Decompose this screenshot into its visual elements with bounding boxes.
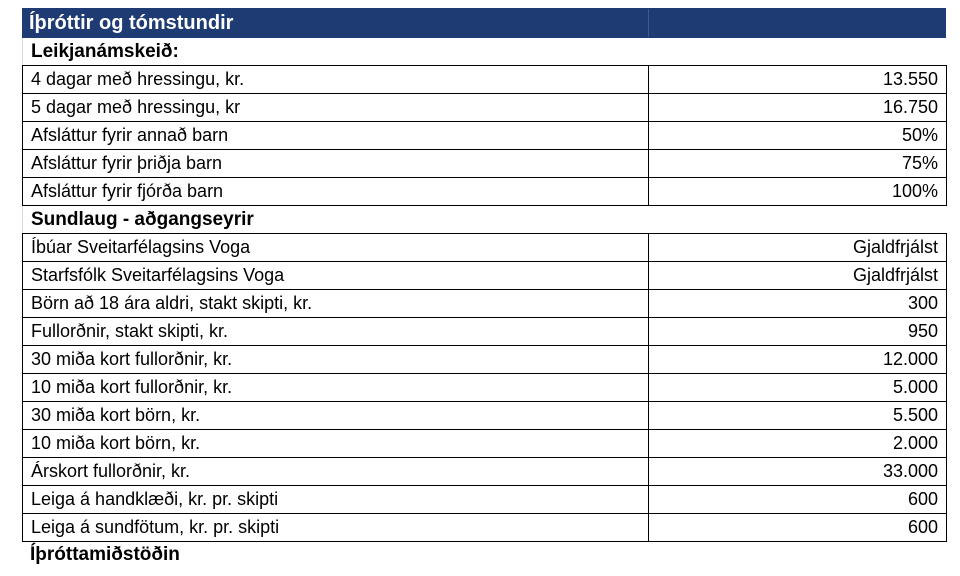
row-label: 5 dagar með hressingu, kr [23,94,649,122]
row-label: Börn að 18 ára aldri, stakt skipti, kr. [23,290,649,318]
table-row [23,66,947,94]
table-row [23,94,947,122]
row-value: 600 [649,514,947,542]
row-value: 100% [649,178,947,206]
table-row [23,178,947,206]
fee-sheet [22,8,946,565]
table-row [23,262,947,290]
row-value: 2.000 [649,430,947,458]
row-value: Gjaldfrjálst [649,262,947,290]
row-label: 10 miða kort börn, kr. [23,430,649,458]
table-row [23,290,947,318]
row-value: 5.000 [649,374,947,402]
row-value: 33.000 [649,458,947,486]
row-label: Fullorðnir, stakt skipti, kr. [23,318,649,346]
row-label: Árskort fullorðnir, kr. [23,458,649,486]
row-label: 4 dagar með hressingu, kr. [23,66,649,94]
table-row [23,402,947,430]
row-label: 30 miða kort börn, kr. [23,402,649,430]
section-title-next: Íþróttamiðstöðin [30,544,180,565]
section-title-leikjanamskeid: Leikjanámskeið: [22,38,946,65]
section-title-sundlaug: Sundlaug - aðgangseyrir [22,206,946,233]
fee-table-leikjanamskeid [22,65,947,206]
row-label: Íbúar Sveitarfélagsins Voga [23,234,649,262]
row-label: Leiga á handklæði, kr. pr. skipti [23,486,649,514]
row-value: 950 [649,318,947,346]
table-row [23,346,947,374]
row-label: 30 miða kort fullorðnir, kr. [23,346,649,374]
row-label: Afsláttur fyrir fjórða barn [23,178,649,206]
table-row [23,122,947,150]
row-value: 300 [649,290,947,318]
row-label: Afsláttur fyrir þriðja barn [23,150,649,178]
row-value: 13.550 [649,66,947,94]
row-value: 50% [649,122,947,150]
row-label: Starfsfólk Sveitarfélagsins Voga [23,262,649,290]
row-value: 5.500 [649,402,947,430]
table-row [23,374,947,402]
header-bar [22,8,946,38]
fee-table-sundlaug [22,233,947,542]
table-row [23,430,947,458]
table-row [23,514,947,542]
row-label: 10 miða kort fullorðnir, kr. [23,374,649,402]
row-value: Gjaldfrjálst [649,234,947,262]
row-value: 75% [649,150,947,178]
row-value: 600 [649,486,947,514]
header-divider [648,9,649,37]
table-row [23,318,947,346]
row-label: Leiga á sundfötum, kr. pr. skipti [23,514,649,542]
table-row [23,486,947,514]
row-value: 12.000 [649,346,947,374]
table-row [23,458,947,486]
row-value: 16.750 [649,94,947,122]
row-label: Afsláttur fyrir annað barn [23,122,649,150]
table-row [23,150,947,178]
table-row [23,234,947,262]
page-title: Íþróttir og tómstundir [29,12,234,34]
